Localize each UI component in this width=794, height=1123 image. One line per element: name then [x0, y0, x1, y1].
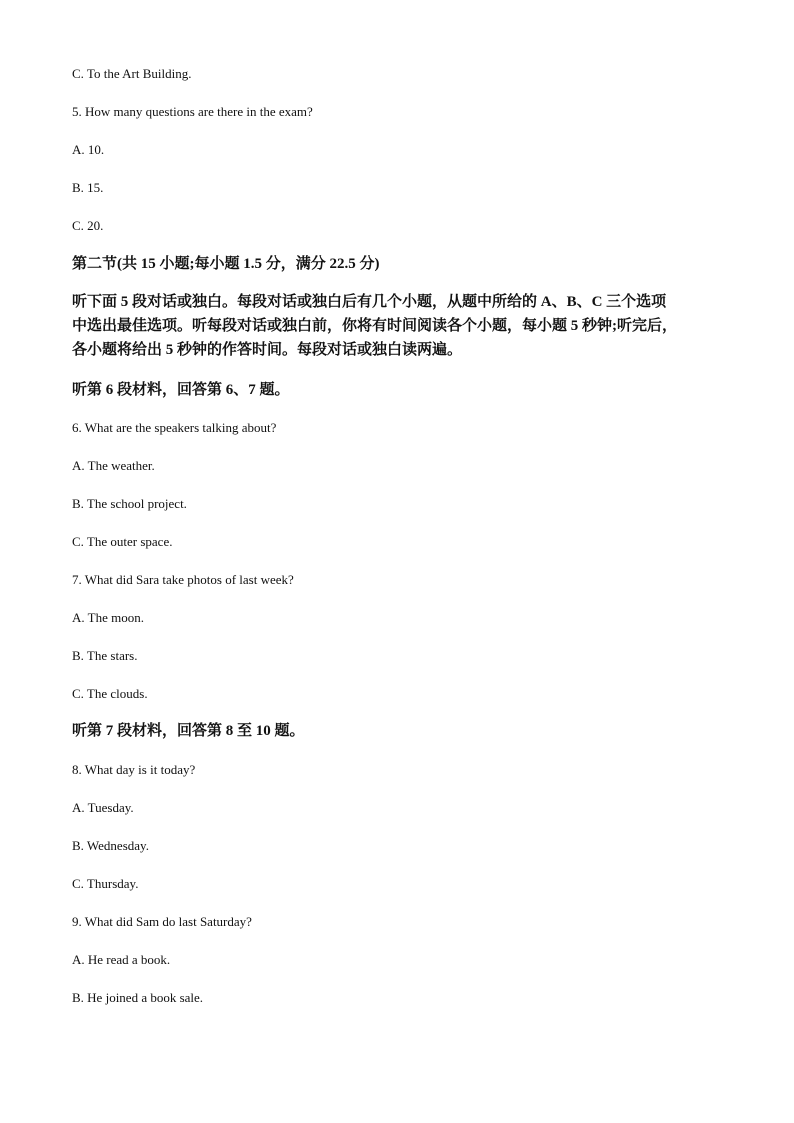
q7-question: 7. What did Sara take photos of last week?	[72, 572, 294, 587]
section2-instructions-line-2: 中选出最佳选项。听每段对话或独白前，你将有时间阅读各个小题，每小题 5 秒钟;听完后，	[72, 318, 677, 334]
section2-instructions-line-1: 听下面 5 段对话或独白。每段对话或独白后有几个小题，从题中所给的 A、B、C 三个选项	[72, 294, 667, 310]
q7-option-a: A. The moon.	[72, 610, 144, 625]
section2-instructions-line-3: 各小题将给出 5 秒钟的作答时间。每段对话或独白读两遍。	[72, 342, 463, 358]
q6-option-b: B. The school project.	[72, 496, 187, 511]
q6-question: 6. What are the speakers talking about?	[72, 420, 277, 435]
q8-option-a: A. Tuesday.	[72, 800, 134, 815]
q7-option-c: C. The clouds.	[72, 686, 148, 701]
q6-option-a: A. The weather.	[72, 458, 155, 473]
q5-option-c: C. 20.	[72, 218, 104, 233]
q4-option-c: C. To the Art Building.	[72, 66, 192, 81]
q6-option-c: C. The outer space.	[72, 534, 173, 549]
q8-option-c: C. Thursday.	[72, 876, 139, 891]
q5-question: 5. How many questions are there in the exam?	[72, 104, 313, 119]
q5-option-a: A. 10.	[72, 142, 105, 157]
material6-heading: 听第 6 段材料，回答第 6、7 题。	[72, 382, 290, 398]
q7-option-b: B. The stars.	[72, 648, 138, 663]
q8-option-b: B. Wednesday.	[72, 838, 149, 853]
material7-heading: 听第 7 段材料，回答第 8 至 10 题。	[72, 723, 305, 739]
q9-option-a: A. He read a book.	[72, 952, 171, 967]
q5-option-b: B. 15.	[72, 180, 104, 195]
q9-question: 9. What did Sam do last Saturday?	[72, 914, 252, 929]
section2-heading: 第二节(共 15 小题;每小题 1.5 分，满分 22.5 分)	[72, 256, 380, 272]
q8-question: 8. What day is it today?	[72, 762, 196, 777]
q9-option-b: B. He joined a book sale.	[72, 990, 204, 1005]
